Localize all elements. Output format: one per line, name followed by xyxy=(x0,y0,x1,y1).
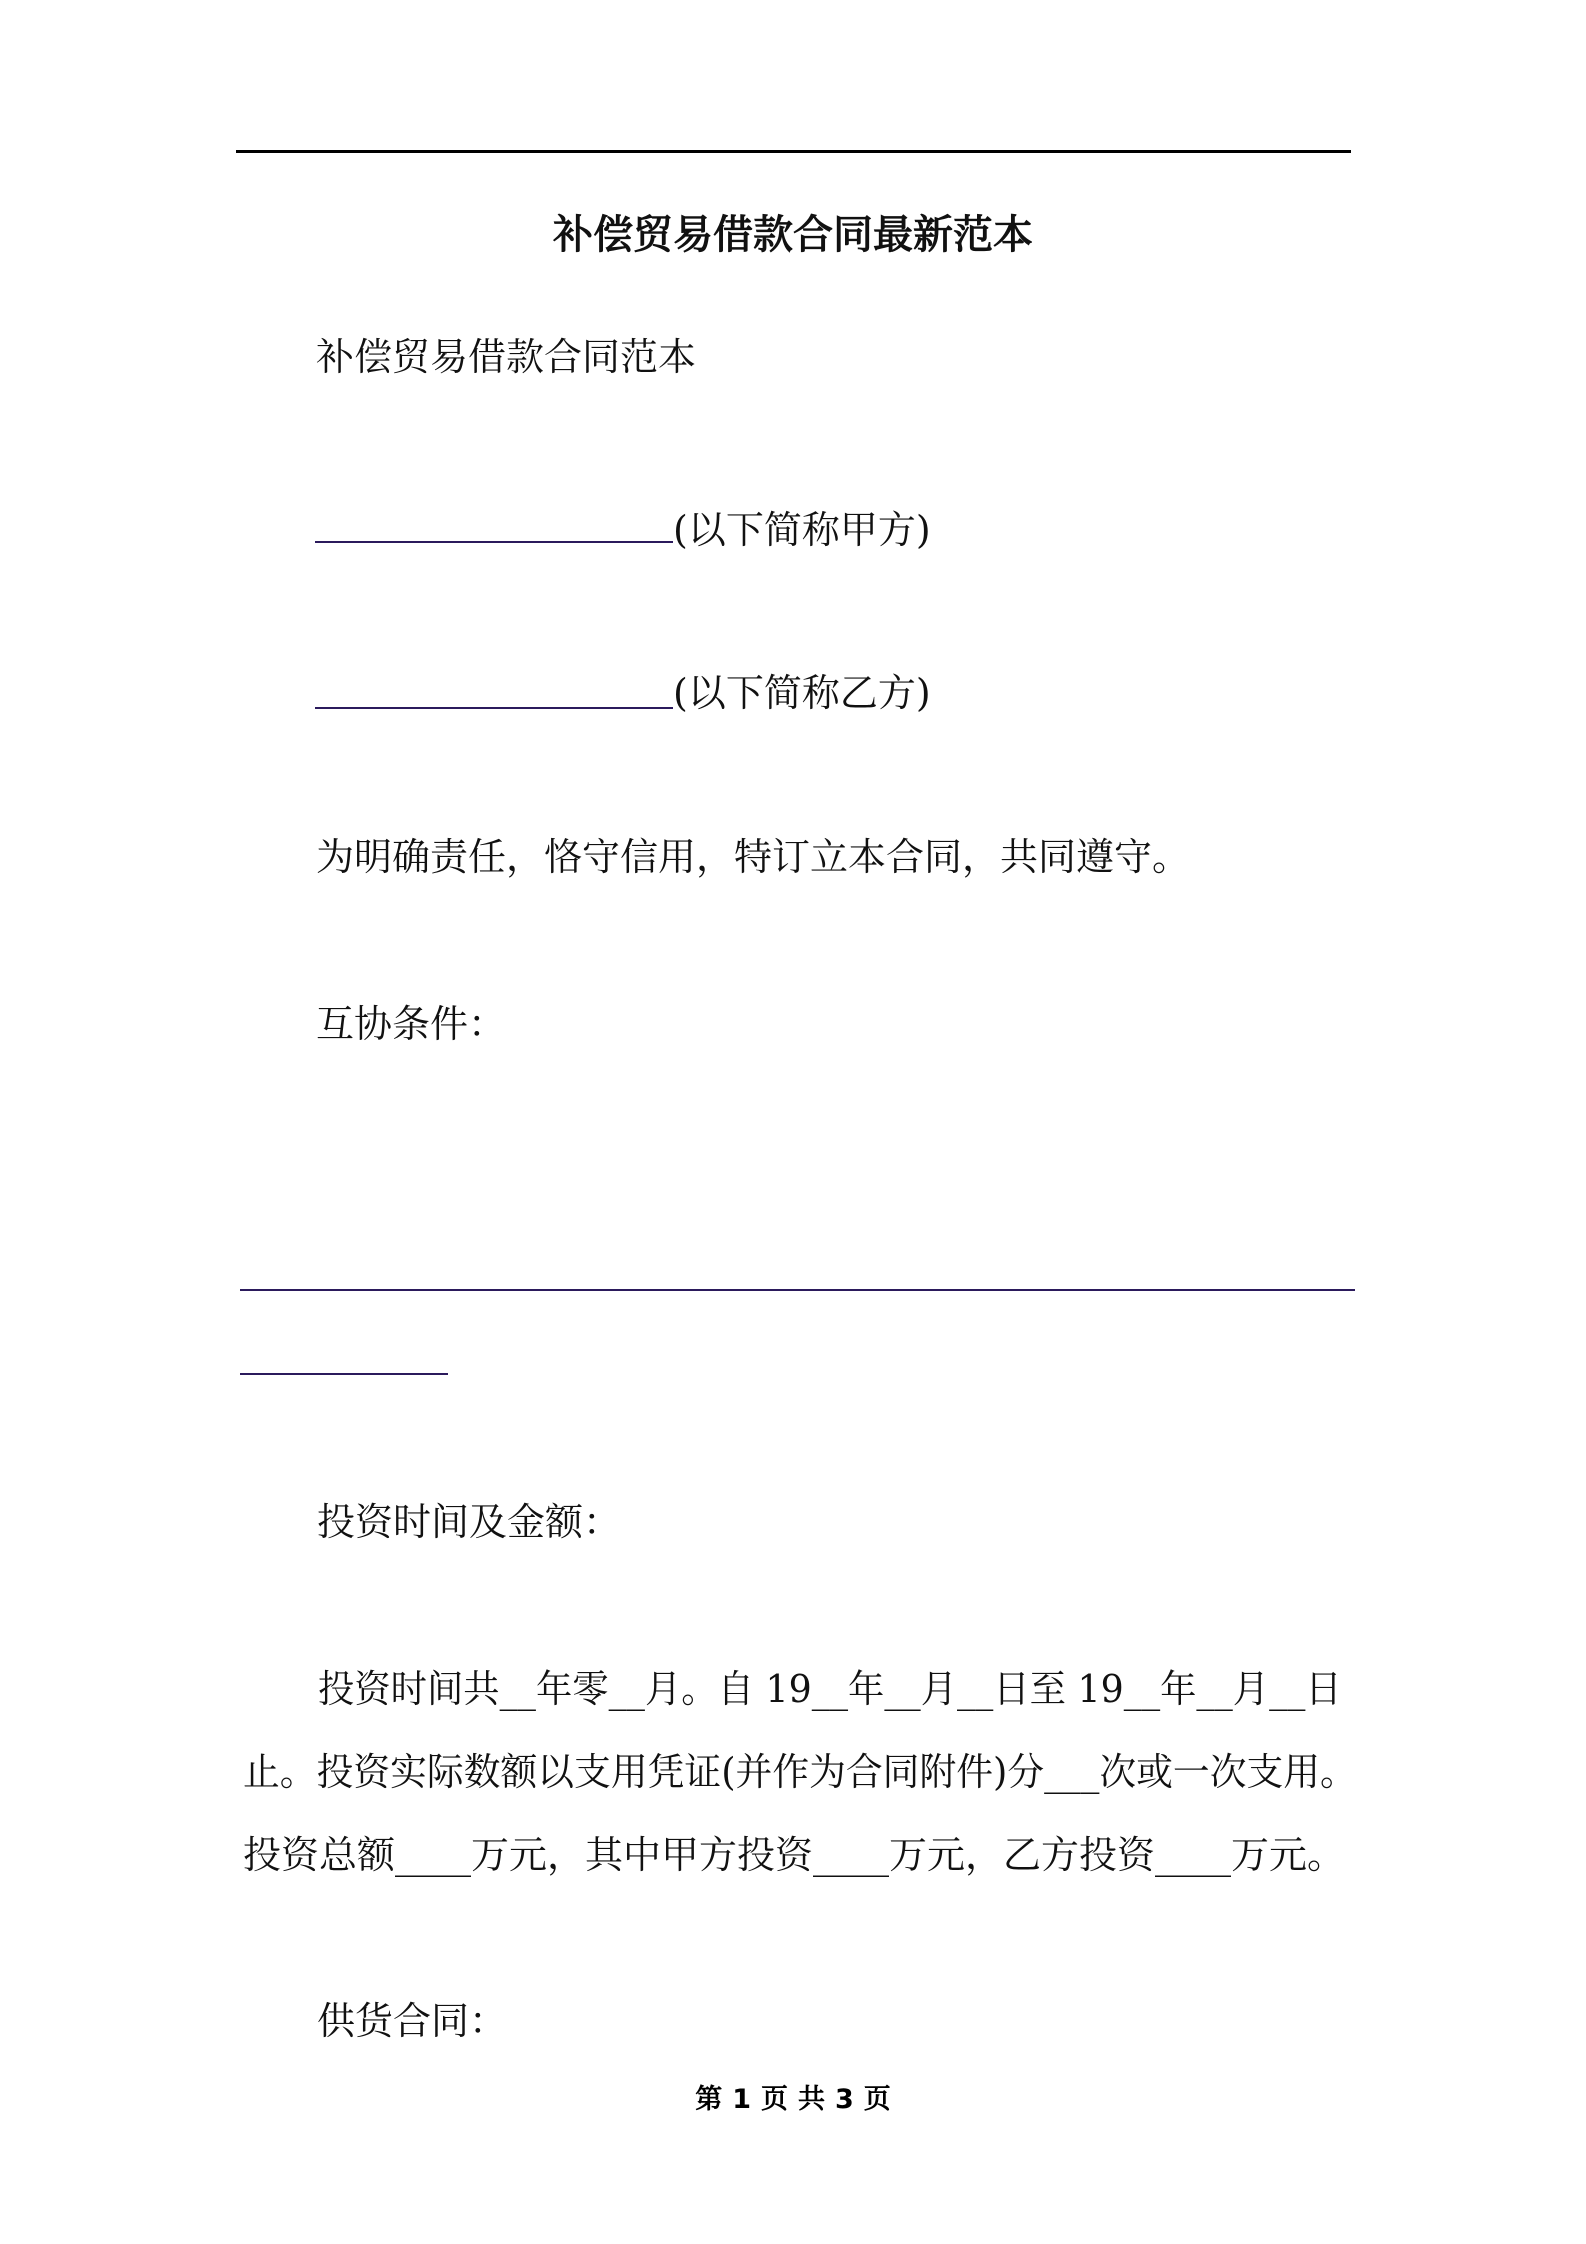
page-word-end: 页 xyxy=(863,2084,891,2115)
party-a-name-blank[interactable] xyxy=(315,541,673,543)
section-heading-investment: 投资时间及金额： xyxy=(317,1500,622,1544)
document-subtitle: 补偿贸易借款合同范本 xyxy=(316,335,697,379)
party-a-label: (以下简称甲方) xyxy=(673,508,931,552)
mutual-conditions-blank-line-1[interactable] xyxy=(240,1289,1355,1291)
investment-paragraph-line-2: 止。投资实际数额以支用凭证(并作为合同附件)分___次或一次支用。 xyxy=(243,1750,1357,1794)
section-heading-mutual-conditions: 互协条件： xyxy=(316,1002,507,1046)
party-b-label: (以下简称乙方) xyxy=(673,671,931,715)
page-word: 页 xyxy=(761,2084,788,2115)
investment-paragraph-line-3: 投资总额____万元，其中甲方投资____万元，乙方投资____万元。 xyxy=(243,1833,1346,1877)
total-pages-number: 3 xyxy=(835,2084,854,2115)
section-heading-supply-contract: 供货合同： xyxy=(317,1999,508,2043)
current-page-number: 1 xyxy=(732,2084,751,2115)
page-indicator xyxy=(0,2076,1586,2124)
header-rule xyxy=(236,150,1351,153)
page-prefix: 第 xyxy=(695,2084,723,2115)
mutual-conditions-blank-line-2[interactable] xyxy=(240,1373,448,1375)
preamble-text: 为明确责任，恪守信用，特订立本合同，共同遵守。 xyxy=(316,835,1191,879)
party-b-name-blank[interactable] xyxy=(315,707,673,709)
investment-paragraph-line-1: 投资时间共__年零__月。自 19__年__月__日至 19__年__月__日 xyxy=(318,1667,1342,1711)
document-title: 补偿贸易借款合同最新范本 xyxy=(553,211,1033,258)
total-prefix: 共 xyxy=(798,2084,825,2115)
